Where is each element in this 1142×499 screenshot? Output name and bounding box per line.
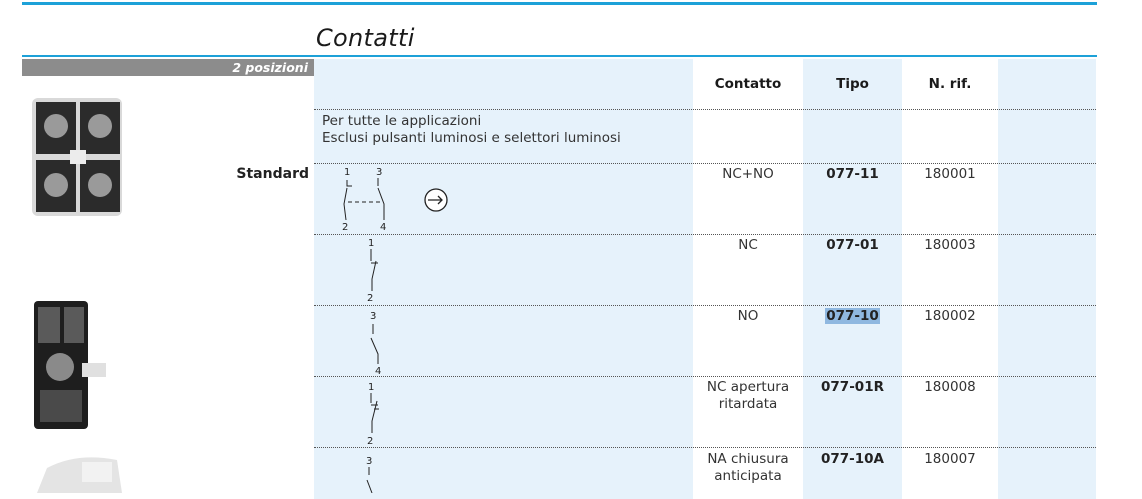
svg-text:2: 2 [367,293,374,304]
symbol-nc-no [330,164,460,234]
row-divider [314,109,1096,110]
svg-text:4: 4 [380,222,387,233]
svg-text:4: 4 [375,366,382,376]
cell-contatto-line-2: ritardata [718,396,778,412]
header-contatto: Contatto [714,76,782,92]
row-divider [314,234,1096,235]
row-divider [314,447,1096,448]
page-title: Contatti [316,24,415,52]
cell-nrif: 180002 [924,308,976,324]
cell-contatto: NC [738,237,758,253]
cell-nrif: 180001 [924,166,976,182]
svg-text:1: 1 [344,167,351,178]
svg-text:3: 3 [366,456,373,467]
symbol-no-early [362,448,392,493]
cell-tipo: 077-11 [826,166,879,182]
svg-text:1: 1 [368,382,375,393]
cell-contatto-line-1: NC apertura [706,379,790,395]
cell-tipo: 077-01R [821,379,884,395]
cell-contatto-line-1: NA chiusura [707,451,789,467]
cell-contatto [693,379,803,413]
intro-line-2: Esclusi pulsanti luminosi e selettori luminosi [322,130,621,146]
svg-text:3: 3 [376,167,383,178]
contact-block-photo [22,295,112,435]
header-nrif: N. rif. [928,76,972,92]
header-tipo: Tipo [836,76,869,92]
cell-tipo: 077-10A [820,451,885,467]
row-label-standard: Standard [236,166,309,182]
column-contatto [693,59,803,499]
cell-contatto [693,451,803,485]
cell-nrif: 180003 [924,237,976,253]
column-nrif [902,59,998,499]
cell-contatto: NC+NO [722,166,774,182]
svg-text:1: 1 [368,238,375,249]
top-rule [22,2,1097,5]
symbol-no [362,306,392,376]
cell-contatto-line-2: anticipata [714,468,782,484]
cell-tipo [803,308,902,325]
cell-contatto: NO [737,308,759,324]
cell-tipo: 077-01 [826,237,879,253]
title-rule [22,55,1097,57]
symbol-nc-delayed [362,377,392,447]
symbol-nc [362,235,392,305]
intro-line-1: Per tutte le applicazioni [322,113,482,129]
contact-block-photo [22,90,132,230]
svg-text:3: 3 [370,311,377,322]
svg-text:2: 2 [342,222,349,233]
selected-text[interactable]: 077-10 [826,308,879,324]
cell-nrif: 180007 [924,451,976,467]
cell-nrif: 180008 [924,379,976,395]
row-divider [314,305,1096,306]
svg-text:2: 2 [367,436,374,447]
contact-block-photo [22,450,132,493]
row-divider [314,376,1096,377]
section-label: 2 posizioni [232,60,308,75]
